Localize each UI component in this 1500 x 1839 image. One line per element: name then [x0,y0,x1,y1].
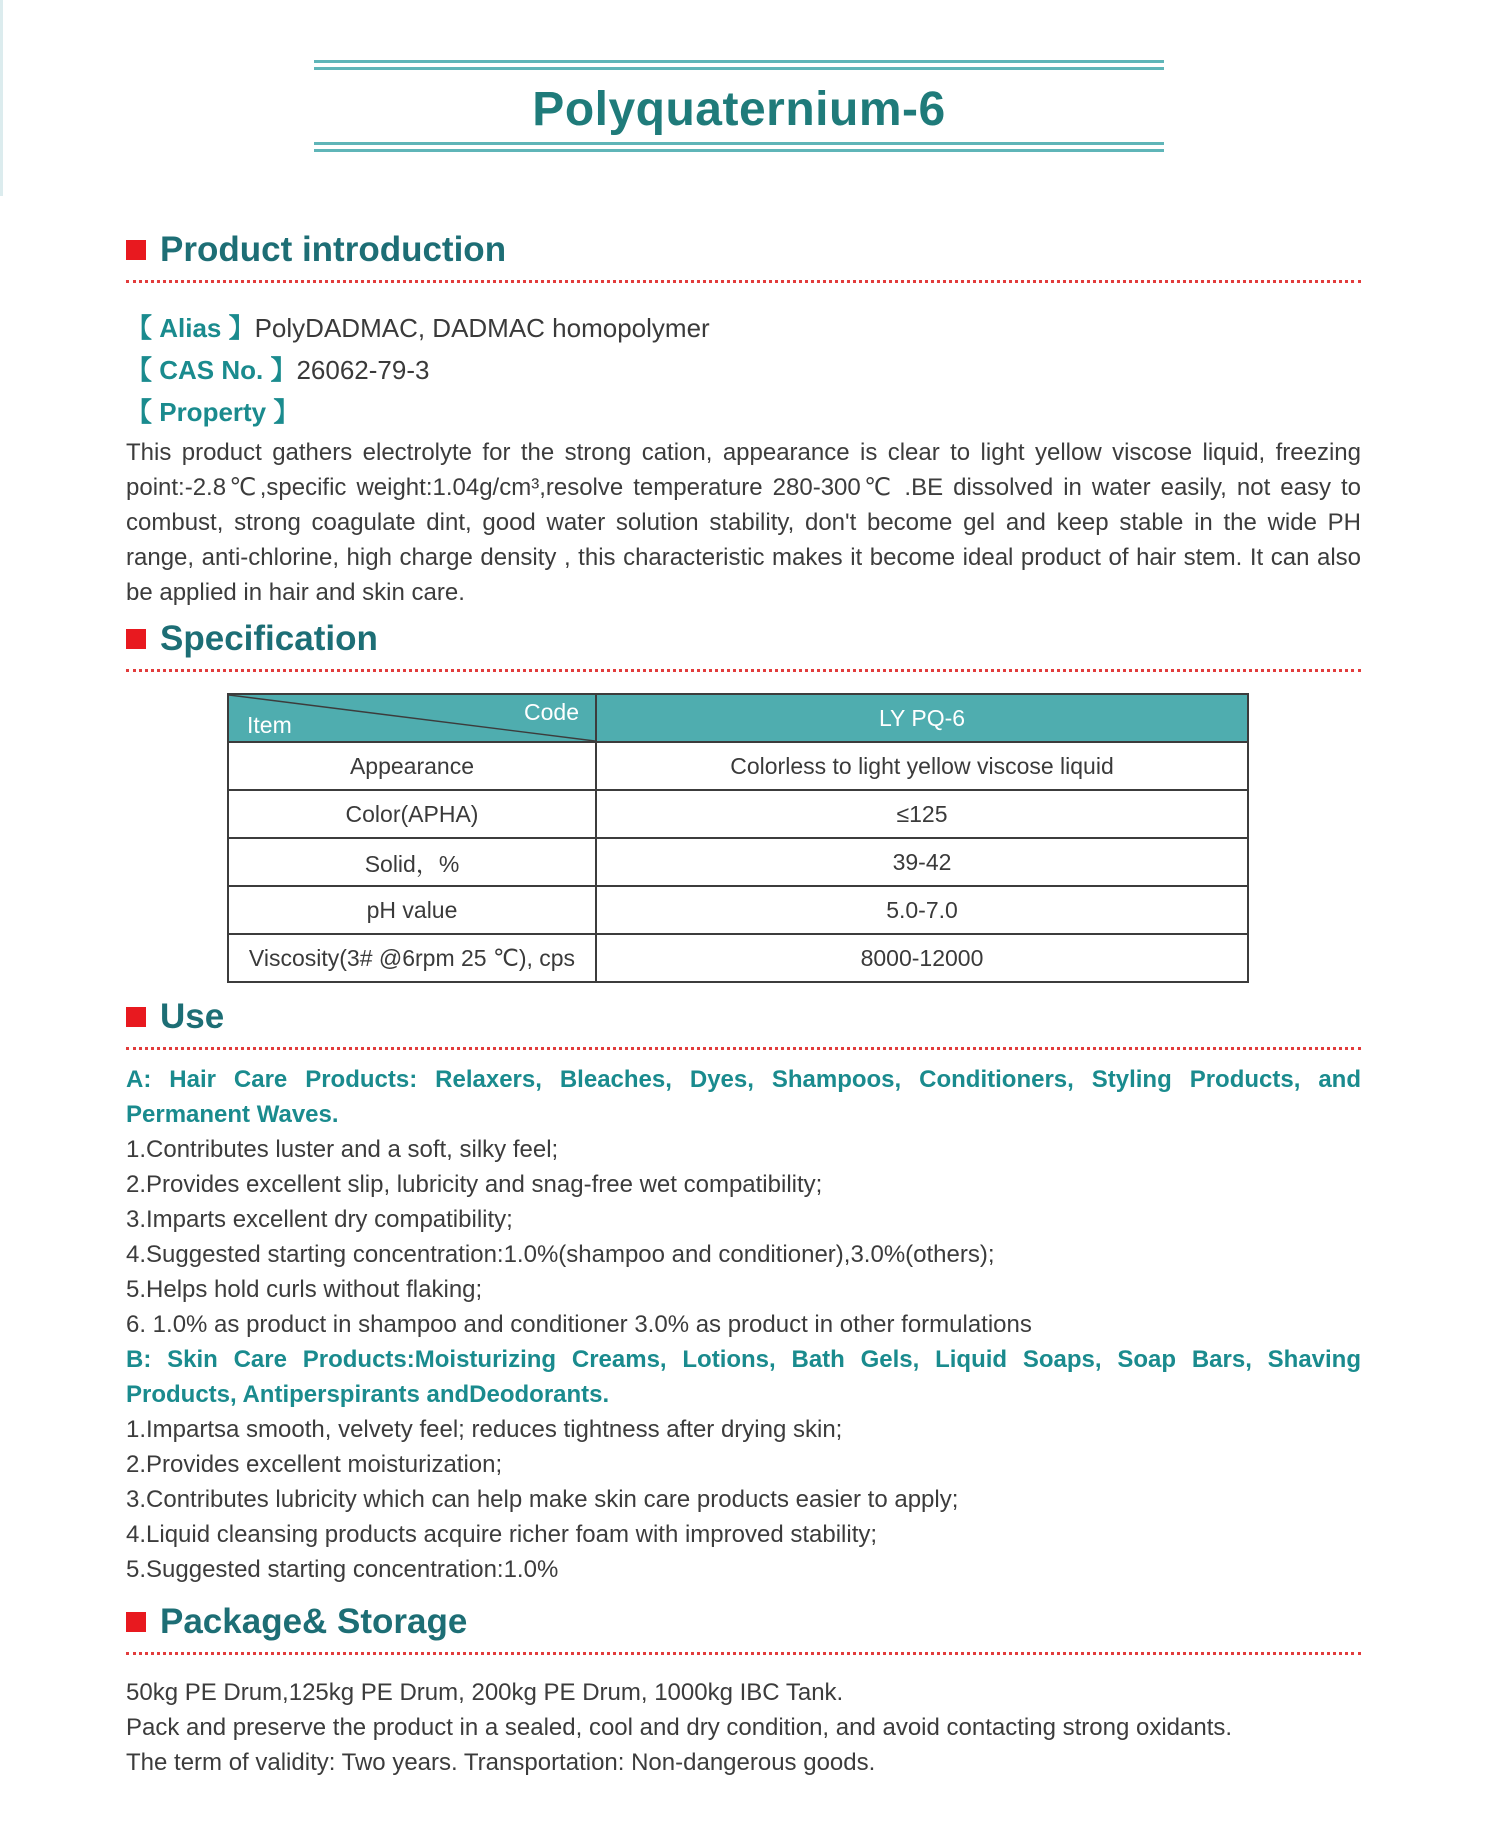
corner-item-label: Item [247,712,292,738]
spec-item-cell: Solid，% [228,838,596,886]
list-item: 4.Suggested starting concentration:1.0%(shampoo and conditioner),3.0%(others); [126,1241,995,1268]
dotted-divider [126,280,1361,283]
list-item: 5.Suggested starting concentration:1.0% [126,1556,559,1583]
corner-code-label: Code [524,699,579,725]
dotted-divider [126,669,1361,672]
table-row [228,790,1248,838]
code-value-header: LY PQ-6 [596,694,1248,742]
section-package-storage [126,1600,1361,1780]
section-title: Use [160,997,225,1036]
spec-value-cell: 39-42 [596,838,1248,886]
section-use [126,995,1361,1587]
left-edge-rule [0,0,3,196]
page-title: Polyquaternium-6 [532,83,946,136]
list-item: 2.Provides excellent slip, lubricity and snag-free wet compatibility; [126,1171,823,1198]
spec-item-cell: pH value [228,886,596,934]
cas-row [126,349,1361,391]
list-item: 6. 1.0% as product in shampoo and conditioner 3.0% as product in other formulations [126,1311,1032,1338]
package-content [126,1675,1361,1780]
red-square-bullet-icon [126,240,146,260]
list-item: 3.Imparts excellent dry compatibility; [126,1206,513,1233]
red-square-bullet-icon [126,1612,146,1632]
skin-care-title: B: Skin Care Products:Moisturizing Creams, Lotions, Bath Gels, Liquid Soaps, Soap Bars, Shaving Products, Antiperspirants andDeodorants. [126,1346,1361,1408]
hair-care-title: A: Hair Care Products: Relaxers, Bleaches, Dyes, Shampoos, Conditioners, Styling Products, and Permanent Waves. [126,1066,1361,1128]
section-header [126,617,1361,661]
intro-fields [126,307,1361,610]
section-header [126,1600,1361,1644]
section-title: Product introduction [160,230,507,269]
section-header [126,995,1361,1039]
title-bottom-double-rule [314,142,1164,152]
table-row [228,934,1248,982]
package-line: 50kg PE Drum,125kg PE Drum, 200kg PE Drum, 1000kg IBC Tank. [126,1679,844,1706]
spec-item-cell: Appearance [228,742,596,790]
section-specification [126,617,1361,672]
spec-item-cell: Color(APHA) [228,790,596,838]
table-corner-cell [228,694,596,742]
property-label: 【 Property 】 [126,397,300,427]
list-item: 4.Liquid cleansing products acquire richer foam with improved stability; [126,1521,878,1548]
section-title: Specification [160,619,378,658]
list-item: 3.Contributes lubricity which can help make skin care products easier to apply; [126,1486,959,1513]
alias-label: 【 Alias 】 [126,313,255,343]
spec-item-cell: Viscosity(3# @6rpm 25 ℃), cps [228,934,596,982]
property-paragraph: This product gathers electrolyte for the strong cation, appearance is clear to light yellow viscose liquid, freezing point:-2.8℃,specific weight:1.04g/cm³,resolve temperature 280-300℃ .BE dissolved in water easily, not easy to combust, strong coagulate dint, good water solution stability, don't become gel and keep stable in the wide PH range, anti-chlorine, high charge density , this characteristic makes it become ideal product of hair stem. It can also be applied in hair and skin care. [126,439,1361,606]
use-content [126,1062,1361,1587]
red-square-bullet-icon [126,629,146,649]
table-row [228,742,1248,790]
specification-table [227,693,1249,983]
package-line: The term of validity: Two years. Transportation: Non-dangerous goods. [126,1749,876,1776]
section-product-introduction [126,228,1361,610]
package-line: Pack and preserve the product in a sealed, cool and dry condition, and avoid contacting strong oxidants. [126,1714,1233,1741]
cas-label: 【 CAS No. 】 [126,355,297,385]
list-item: 2.Provides excellent moisturization; [126,1451,503,1478]
list-item: 1.Contributes luster and a soft, silky feel; [126,1136,559,1163]
dotted-divider [126,1047,1361,1050]
spec-value-cell: 5.0-7.0 [596,886,1248,934]
list-item: 5.Helps hold curls without flaking; [126,1276,483,1303]
cas-value: 26062-79-3 [296,355,430,385]
spec-value-cell: Colorless to light yellow viscose liquid [596,742,1248,790]
red-square-bullet-icon [126,1007,146,1027]
section-title: Package& Storage [160,1602,468,1641]
table-header-row [228,694,1248,742]
table-row [228,886,1248,934]
title-top-double-rule [314,60,1164,70]
section-header [126,228,1361,272]
alias-row [126,307,1361,349]
dotted-divider [126,1652,1361,1655]
list-item: 1.Impartsa smooth, velvety feel; reduces tightness after drying skin; [126,1416,843,1443]
table-row [228,838,1248,886]
spec-value-cell: 8000-12000 [596,934,1248,982]
title-block [314,60,1164,155]
alias-value: PolyDADMAC, DADMAC homopolymer [254,313,710,343]
spec-value-cell: ≤125 [596,790,1248,838]
property-row [126,391,1361,433]
